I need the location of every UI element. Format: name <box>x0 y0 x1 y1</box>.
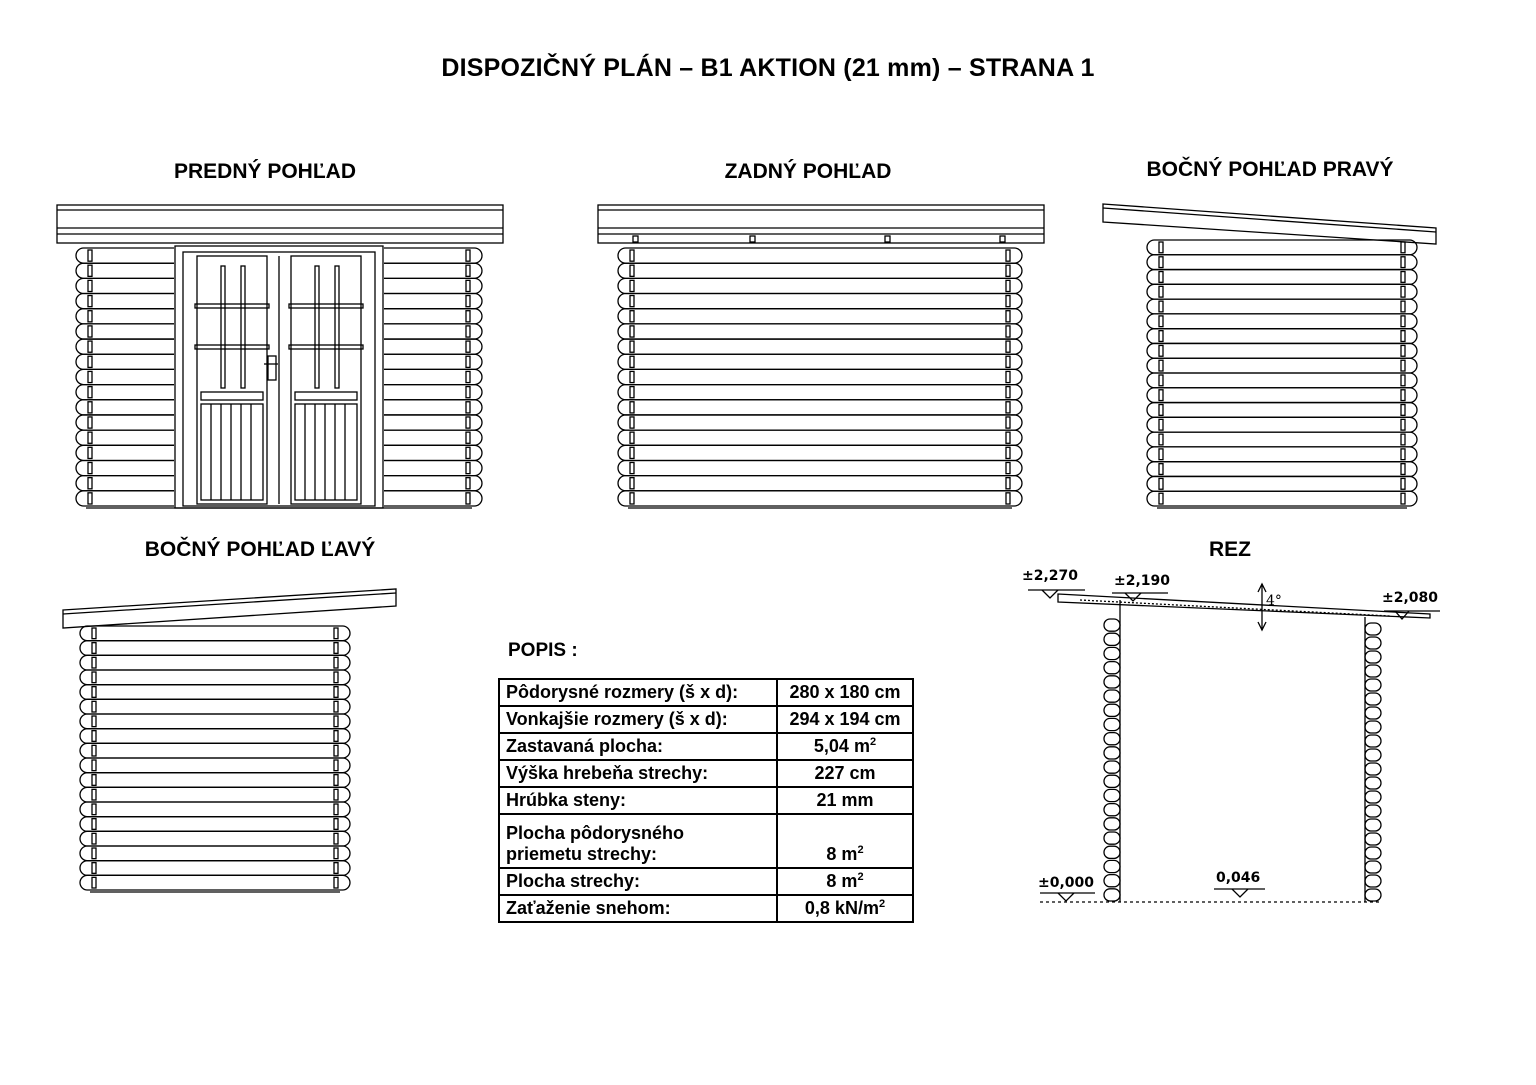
log-course <box>618 354 1022 369</box>
spec-value: 0,8 $kN/m^2$ <box>777 895 913 922</box>
log-course <box>80 758 350 773</box>
page-title: DISPOZIČNÝ PLÁN – B1 AKTION (21 mm) – STRANA 1 <box>441 54 1095 82</box>
log-course <box>618 445 1022 460</box>
log-course <box>80 817 350 832</box>
log-course <box>80 831 350 846</box>
log-course <box>618 476 1022 491</box>
log-course <box>618 339 1022 354</box>
log-course <box>1147 447 1417 462</box>
log-course <box>80 714 350 729</box>
table-row <box>499 868 913 895</box>
section-view-drawing <box>1028 584 1440 902</box>
spec-value: 294 x 194 cm <box>777 706 913 733</box>
side-left-log-wall <box>80 626 350 892</box>
log-course <box>80 729 350 744</box>
log-course <box>1147 462 1417 477</box>
table-row <box>499 760 913 787</box>
table-row <box>499 733 913 760</box>
table-row <box>499 895 913 922</box>
log-course <box>80 655 350 670</box>
log-course <box>80 626 350 641</box>
log-course <box>618 491 1022 506</box>
back-view-label: ZADNÝ POHĽAD <box>724 160 892 183</box>
log-course <box>80 787 350 802</box>
log-course <box>1147 255 1417 270</box>
log-course <box>1147 284 1417 299</box>
popis-label: POPIS : <box>508 640 578 661</box>
side-right-log-wall <box>1147 240 1417 508</box>
log-course <box>618 430 1022 445</box>
spec-key: Pôdorysné rozmery (š x d): <box>499 679 777 706</box>
spec-value: 227 cm <box>777 760 913 787</box>
log-course <box>80 802 350 817</box>
mark-floor: 0,046 <box>1216 870 1261 886</box>
log-course <box>80 773 350 788</box>
log-course <box>1147 432 1417 447</box>
log-course <box>618 460 1022 475</box>
spec-key: Zastavaná plocha: <box>499 733 777 760</box>
log-course <box>80 685 350 700</box>
spec-table <box>498 678 914 923</box>
log-course <box>80 875 350 890</box>
mark-left-top: ±2,270 <box>1022 568 1079 584</box>
log-course <box>1147 417 1417 432</box>
log-course <box>1147 358 1417 373</box>
spec-key: Hrúbka steny: <box>499 787 777 814</box>
section-left-wall <box>1104 619 1120 901</box>
mark-right-top: ±2,080 <box>1382 590 1439 606</box>
spec-key: Vonkajšie rozmery (š x d): <box>499 706 777 733</box>
log-course <box>1147 314 1417 329</box>
log-course <box>618 309 1022 324</box>
log-course <box>80 846 350 861</box>
back-log-wall <box>618 248 1022 508</box>
side-left-view-drawing <box>63 589 396 892</box>
log-course <box>618 263 1022 278</box>
spec-key: Výška hrebeňa strechy: <box>499 760 777 787</box>
mark-base: ±0,000 <box>1038 875 1095 891</box>
side-left-view-label: BOČNÝ POHĽAD ĽAVÝ <box>144 538 376 561</box>
mark-slope: 4° <box>1266 593 1282 609</box>
section-view-label: REZ <box>1209 538 1251 561</box>
front-view-drawing <box>57 205 503 508</box>
spec-value: 8 $m^2$ <box>777 814 913 868</box>
log-course <box>1147 403 1417 418</box>
front-view-label: PREDNÝ POHĽAD <box>173 160 357 183</box>
spec-value: 5,04 $m^2$ <box>777 733 913 760</box>
table-row <box>499 787 913 814</box>
table-row <box>499 706 913 733</box>
side-right-view-label: BOČNÝ POHĽAD PRAVÝ <box>1146 158 1394 181</box>
log-course <box>618 415 1022 430</box>
table-row <box>499 814 913 868</box>
spec-key: Plocha strechy: <box>499 868 777 895</box>
table-row <box>499 679 913 706</box>
log-course <box>1147 270 1417 285</box>
mark-ridge: ±2,190 <box>1114 573 1171 589</box>
log-course <box>80 670 350 685</box>
log-course <box>80 861 350 876</box>
log-course <box>1147 476 1417 491</box>
log-course <box>618 294 1022 309</box>
spec-key: Plocha pôdorysného priemetu strechy: <box>499 814 777 868</box>
log-course <box>618 369 1022 384</box>
log-course <box>1147 343 1417 358</box>
spec-key: Zaťaženie snehom: <box>499 895 777 922</box>
log-course <box>618 248 1022 263</box>
spec-value: 21 mm <box>777 787 913 814</box>
log-course <box>80 641 350 656</box>
spec-value: 280 x 180 cm <box>777 679 913 706</box>
log-course <box>1147 373 1417 388</box>
log-course <box>618 400 1022 415</box>
back-view-drawing <box>598 205 1044 508</box>
log-course <box>1147 299 1417 314</box>
log-course <box>1147 388 1417 403</box>
section-right-wall <box>1365 623 1381 901</box>
log-course <box>80 699 350 714</box>
log-course <box>618 385 1022 400</box>
log-course <box>1147 240 1417 255</box>
log-course <box>618 324 1022 339</box>
spec-value: 8 $m^2$ <box>777 868 913 895</box>
log-course <box>1147 491 1417 506</box>
log-course <box>80 743 350 758</box>
side-right-view-drawing <box>1103 204 1436 508</box>
log-course <box>1147 329 1417 344</box>
log-course <box>618 278 1022 293</box>
